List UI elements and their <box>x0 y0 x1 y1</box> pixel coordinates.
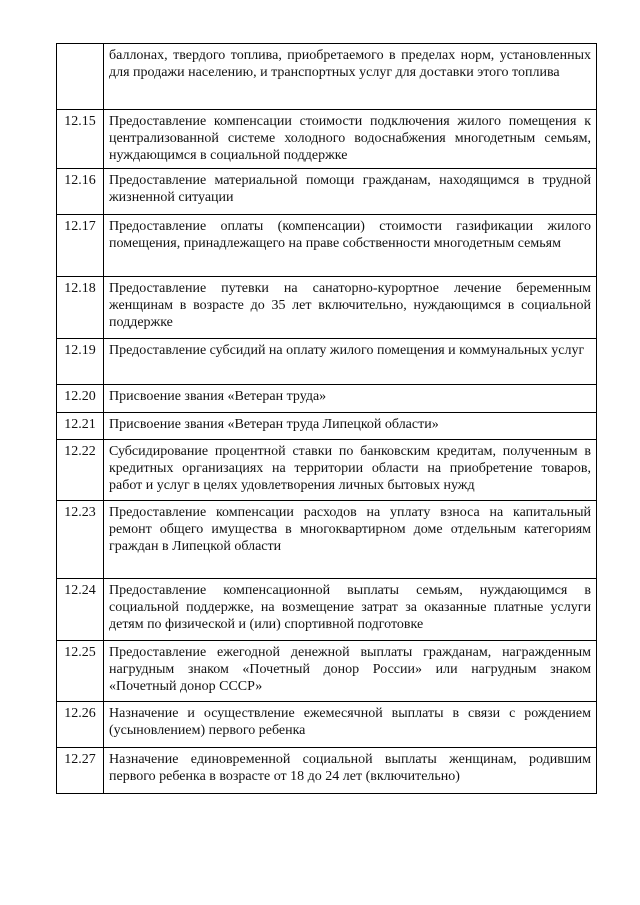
row-text: Присвоение звания «Ветеран труда» <box>104 385 597 413</box>
row-number: 12.25 <box>57 641 104 702</box>
table-row <box>57 440 597 501</box>
table-row <box>57 277 597 339</box>
table-row <box>57 339 597 385</box>
row-number: 12.16 <box>57 169 104 215</box>
row-text: баллонах, твердого топлива, приобретаемого в пределах норм, установленных для продажи населению, и транспортных услуг для доставки этого топлива <box>104 44 597 110</box>
row-number: 12.27 <box>57 748 104 794</box>
table-row <box>57 501 597 579</box>
table-row <box>57 169 597 215</box>
row-text: Предоставление ежегодной денежной выплаты гражданам, награжденным нагрудным знаком «Почетный донор России» или нагрудным знаком «Почетный донор СССР» <box>104 641 597 702</box>
row-text: Назначение единовременной социальной выплаты женщинам, родившим первого ребенка в возрасте от 18 до 24 лет (включительно) <box>104 748 597 794</box>
table-row <box>57 44 597 110</box>
row-text: Предоставление оплаты (компенсации) стоимости газификации жилого помещения, принадлежащего на праве собственности многодетным семьям <box>104 215 597 277</box>
row-text: Предоставление компенсации расходов на уплату взноса на капитальный ремонт общего имущества в многоквартирном доме отдельным категориям граждан в Липецкой области <box>104 501 597 579</box>
row-text: Предоставление компенсационной выплаты семьям, нуждающимся в социальной поддержке, на возмещение затрат за оказанные платные услуги детям по физической и (или) спортивной подготовке <box>104 579 597 641</box>
row-number: 12.18 <box>57 277 104 339</box>
row-text: Предоставление компенсации стоимости подключения жилого помещения к централизованной системе холодного водоснабжения многодетным семьям, нуждающимся в социальной поддержке <box>104 110 597 169</box>
table-row <box>57 748 597 794</box>
row-text: Назначение и осуществление ежемесячной выплаты в связи с рождением (усыновлением) первого ребенка <box>104 702 597 748</box>
table-row <box>57 641 597 702</box>
row-number: 12.21 <box>57 413 104 440</box>
table-row <box>57 702 597 748</box>
row-number: 12.19 <box>57 339 104 385</box>
table-row <box>57 215 597 277</box>
row-number <box>57 44 104 110</box>
table-row <box>57 110 597 169</box>
row-number: 12.23 <box>57 501 104 579</box>
row-number: 12.26 <box>57 702 104 748</box>
row-text: Предоставление путевки на санаторно-курортное лечение беременным женщинам в возрасте до 35 лет включительно, нуждающимся в социальной поддержке <box>104 277 597 339</box>
row-text: Присвоение звания «Ветеран труда Липецкой области» <box>104 413 597 440</box>
services-table <box>56 43 597 794</box>
row-number: 12.15 <box>57 110 104 169</box>
row-text: Предоставление субсидий на оплату жилого помещения и коммунальных услуг <box>104 339 597 385</box>
table-row <box>57 413 597 440</box>
row-number: 12.20 <box>57 385 104 413</box>
row-number: 12.24 <box>57 579 104 641</box>
row-number: 12.22 <box>57 440 104 501</box>
table-row <box>57 579 597 641</box>
row-number: 12.17 <box>57 215 104 277</box>
row-text: Предоставление материальной помощи гражданам, находящимся в трудной жизненной ситуации <box>104 169 597 215</box>
row-text: Субсидирование процентной ставки по банковским кредитам, полученным в кредитных организациях на территории области на приобретение товаров, работ и услуг в целях удовлетворения личных бытовых нужд <box>104 440 597 501</box>
table-row <box>57 385 597 413</box>
